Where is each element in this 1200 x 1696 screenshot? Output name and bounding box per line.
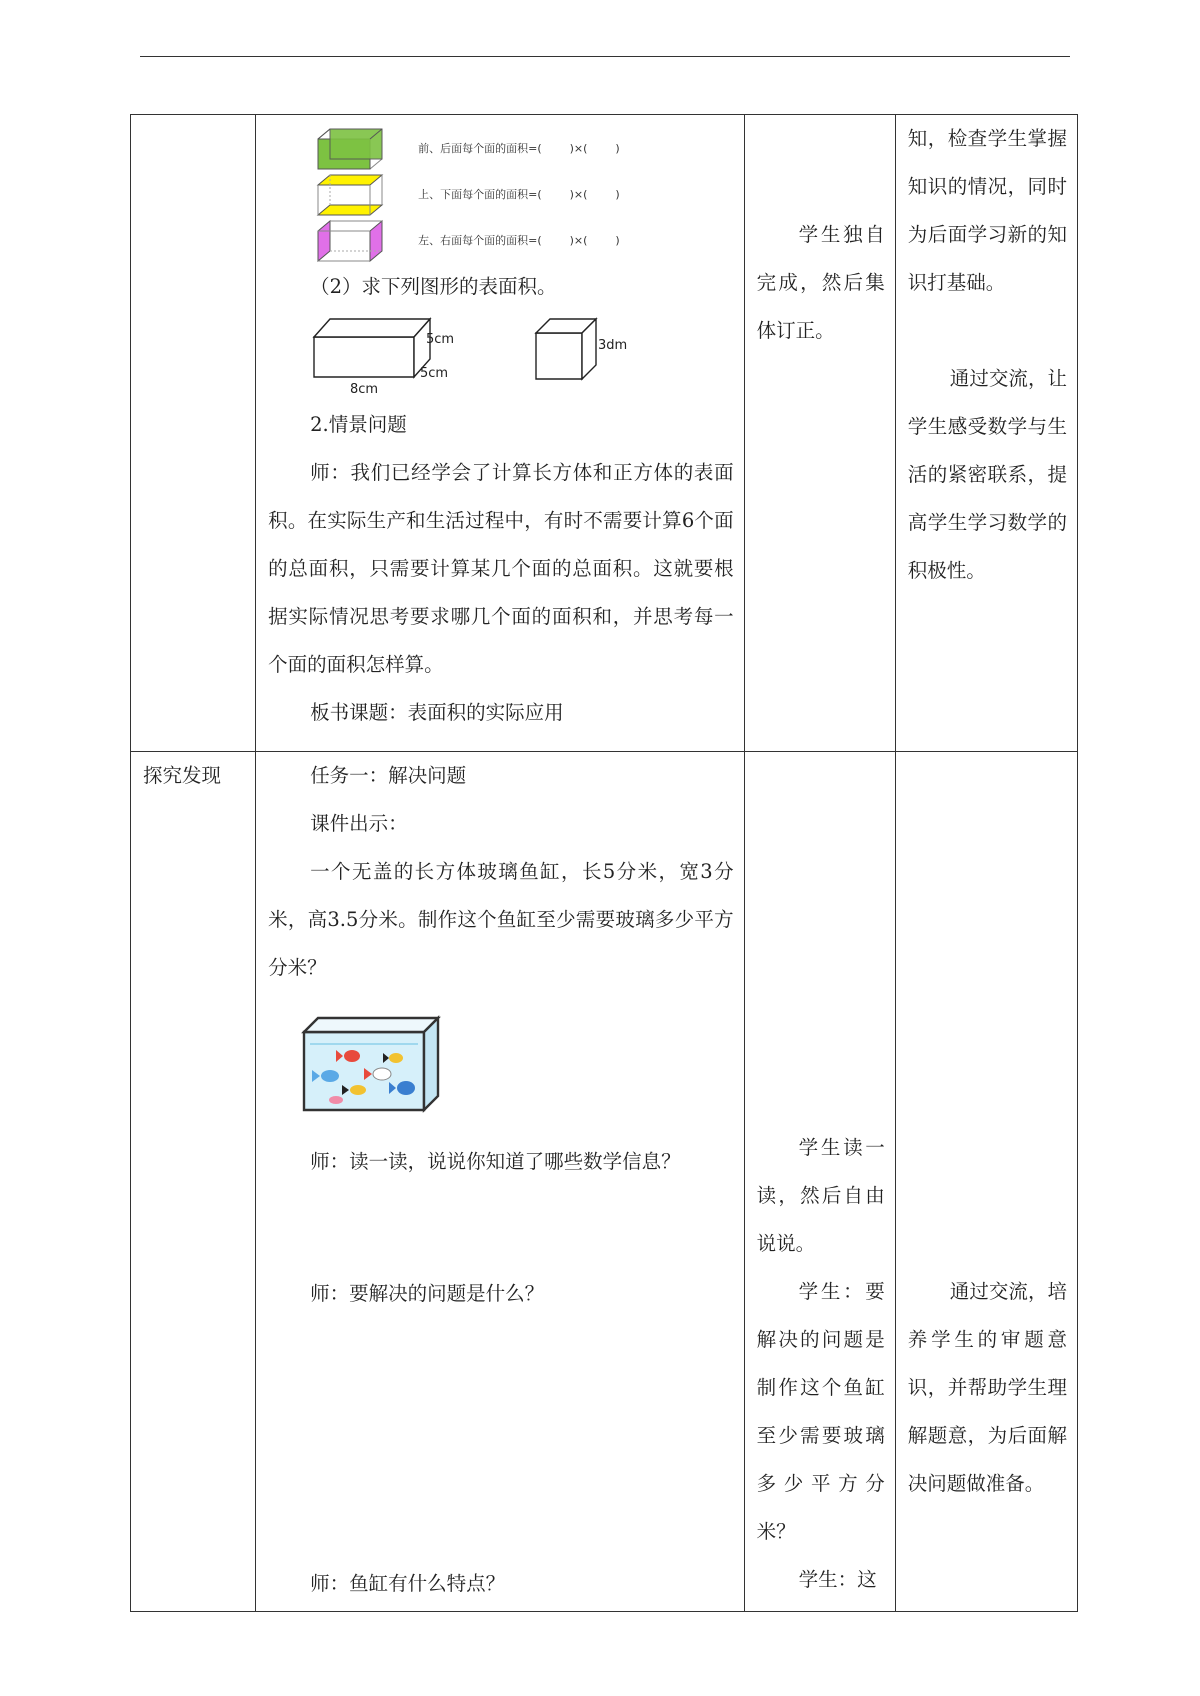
task-1-title: 任务一：解决问题 — [310, 764, 467, 787]
section-2-title: 2.情景问题 — [310, 413, 407, 436]
student-activity-cell — [744, 752, 895, 1612]
cuboid-left-right-icon — [316, 219, 386, 263]
design-purpose-cell — [895, 115, 1077, 752]
student-response-1: 学生读一读，然后自由说说。 — [756, 1136, 885, 1255]
cuboid-top-bottom-icon — [316, 173, 386, 217]
face-label-top-bottom: 上、下面每个面的面积=( )×( ) — [418, 188, 620, 201]
content-cell — [256, 115, 745, 752]
cube-edge-label: 3dm — [598, 338, 628, 353]
table-row — [131, 115, 1078, 752]
shapes-figure — [256, 311, 744, 401]
stage-label: 探究发现 — [143, 764, 222, 787]
board-title: 板书课题：表面积的实际应用 — [310, 701, 564, 724]
face-diagram-top-bottom — [268, 173, 734, 219]
purpose-text-b: 通过交流，让学生感受数学与生活的紧密联系，提高学生学习数学的积极性。 — [907, 367, 1067, 582]
table-row — [131, 752, 1078, 1612]
cuboid-figure — [310, 313, 455, 397]
student-response-2: 学生：要解决的问题是制作这个鱼缸至少需要玻璃多少平方分米？ — [756, 1280, 885, 1543]
cuboid-front-back-icon — [316, 127, 386, 171]
content-cell — [256, 752, 745, 1612]
student-activity-text: 学生独自完成，然后集体订正。 — [756, 223, 885, 342]
cuboid-height-label: 5cm — [426, 332, 455, 347]
purpose-text-c: 通过交流，培养学生的审题意识，并帮助学生理解题意，为后面解决问题做准备。 — [907, 1280, 1067, 1495]
teacher-question-3: 师：鱼缸有什么特点？ — [310, 1572, 506, 1595]
fish-tank-figure — [256, 1014, 744, 1122]
teacher-question-1: 师：读一读，说说你知道了哪些数学信息？ — [310, 1150, 681, 1173]
lesson-plan-table — [130, 114, 1078, 1612]
face-label-left-right: 左、右面每个面的面积=( )×( ) — [418, 234, 620, 247]
stage-cell — [131, 115, 256, 752]
cuboid-length-label: 8cm — [350, 382, 379, 397]
student-activity-cell — [744, 115, 895, 752]
face-diagram-left-right — [268, 219, 734, 265]
problem-statement: 一个无盖的长方体玻璃鱼缸，长5分米，宽3分米，高3.5分米。制作这个鱼缸至少需要玻璃多少平方分米？ — [268, 860, 734, 979]
face-label-front-back: 前、后面每个面的面积=( )×( ) — [418, 142, 620, 155]
teacher-question-2: 师：要解决的问题是什么？ — [310, 1282, 545, 1305]
cuboid-width-label: 5cm — [420, 366, 449, 381]
purpose-text-a: 知，检查学生掌握知识的情况，同时为后面学习新的知识打基础。 — [907, 127, 1067, 294]
teacher-intro-paragraph: 师：我们已经学会了计算长方体和正方体的表面积。在实际生产和生活过程中，有时不需要计算6个面的总面积，只需要计算某几个面的总面积。这就要根据实际情况思考要求哪几个面的面积和，并思考每一个面的面积怎样算。 — [268, 461, 734, 676]
header-rule — [140, 56, 1070, 57]
courseware-label: 课件出示： — [310, 812, 408, 835]
fish-tank-icon — [300, 1014, 440, 1114]
stage-cell — [131, 752, 256, 1612]
task-2-instruction: （2）求下列图形的表面积。 — [310, 275, 557, 298]
cube-figure — [532, 313, 642, 385]
student-response-3: 学生：这 — [798, 1568, 877, 1591]
face-diagram-front-back — [268, 127, 734, 173]
design-purpose-cell — [895, 752, 1077, 1612]
